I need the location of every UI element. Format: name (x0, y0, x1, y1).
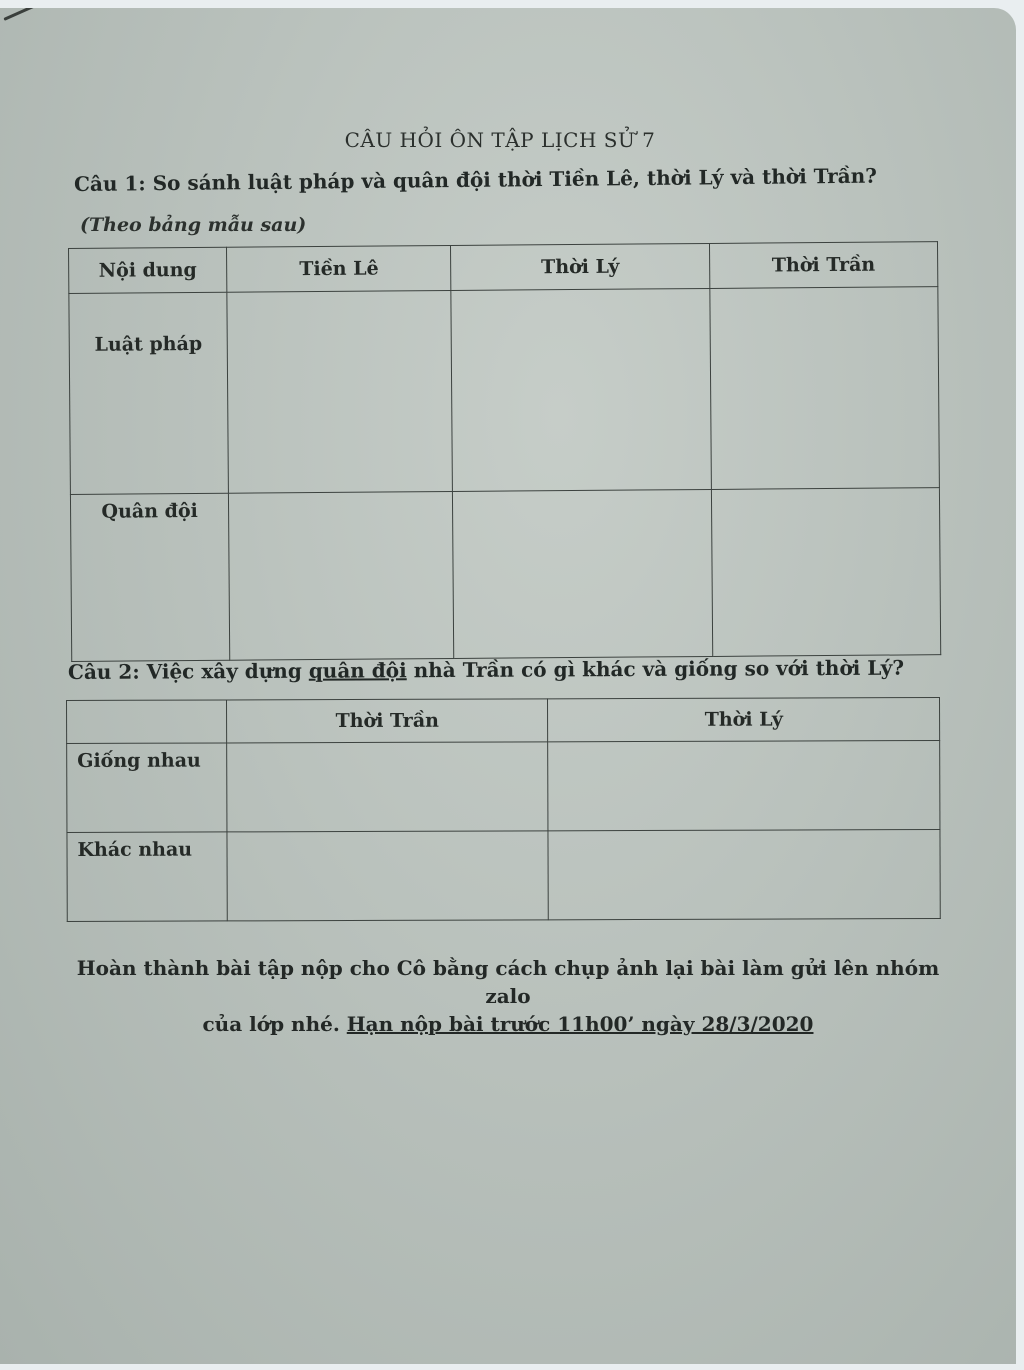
row-label-giong-nhau: Giống nhau (67, 743, 227, 833)
row-label-quan-doi: Quân đội (70, 493, 229, 661)
header-thoi-ly: Thời Lý (451, 243, 710, 290)
question-2-text-before: Việc xây dựng (146, 658, 302, 684)
deadline-text: Hạn nộp bài trước 11h00’ ngày 28/3/2020 (346, 1012, 814, 1036)
header-thoi-tran: Thời Trần (709, 242, 938, 289)
question-2-label: Câu 2: (67, 659, 140, 684)
question-1 (74, 164, 877, 196)
header-thoi-ly: Thời Lý (548, 697, 940, 741)
answer-cell[interactable] (548, 829, 940, 919)
answer-cell[interactable] (227, 742, 549, 832)
table-header-row (69, 242, 938, 294)
question-1-text: So sánh luật pháp và quân đội thời Tiền Lê, thời Lý và thời Trần? (152, 163, 878, 196)
table-header-row (67, 697, 940, 743)
question-1-label: Câu 1: (73, 171, 146, 196)
table-row (67, 740, 940, 832)
answer-cell[interactable] (227, 290, 453, 493)
worksheet (0, 8, 1016, 1364)
answer-cell[interactable] (229, 491, 455, 660)
answer-cell[interactable] (710, 287, 940, 490)
answer-cell[interactable] (227, 831, 549, 921)
footer-line-2 (70, 1010, 946, 1038)
footer-line-2-plain: của lớp nhé. (202, 1012, 340, 1036)
comparison-table-1 (68, 241, 941, 662)
row-label-luat-phap: Luật pháp (69, 292, 229, 494)
paper-photo (0, 8, 1016, 1364)
answer-cell[interactable] (453, 489, 713, 658)
table-row (67, 829, 940, 921)
header-tien-le: Tiền Lê (227, 245, 452, 292)
footer-line-1: Hoàn thành bài tập nộp cho Cô bằng cách chụp ảnh lại bài làm gửi lên nhóm zalo (76, 956, 940, 1008)
table-row (69, 287, 940, 495)
question-2 (68, 656, 904, 684)
comparison-table-2 (66, 697, 941, 922)
header-empty (67, 700, 227, 744)
answer-cell[interactable] (451, 288, 711, 491)
answer-cell[interactable] (548, 740, 940, 830)
header-thoi-tran: Thời Trần (226, 699, 548, 743)
table-row (70, 488, 940, 662)
question-2-text-after: nhà Trần có gì khác và giống so với thời Lý? (413, 655, 905, 683)
page-title: CÂU HỎI ÔN TẬP LỊCH SỬ 7 (344, 128, 656, 152)
question-1-subtitle: (Theo bảng mẫu sau) (80, 214, 307, 236)
question-2-text-underlined: quân đội (308, 658, 407, 683)
header-noi-dung: Nội dung (69, 247, 228, 293)
footer-instructions (70, 954, 946, 1038)
answer-cell[interactable] (711, 488, 941, 657)
row-label-khac-nhau: Khác nhau (67, 832, 227, 922)
